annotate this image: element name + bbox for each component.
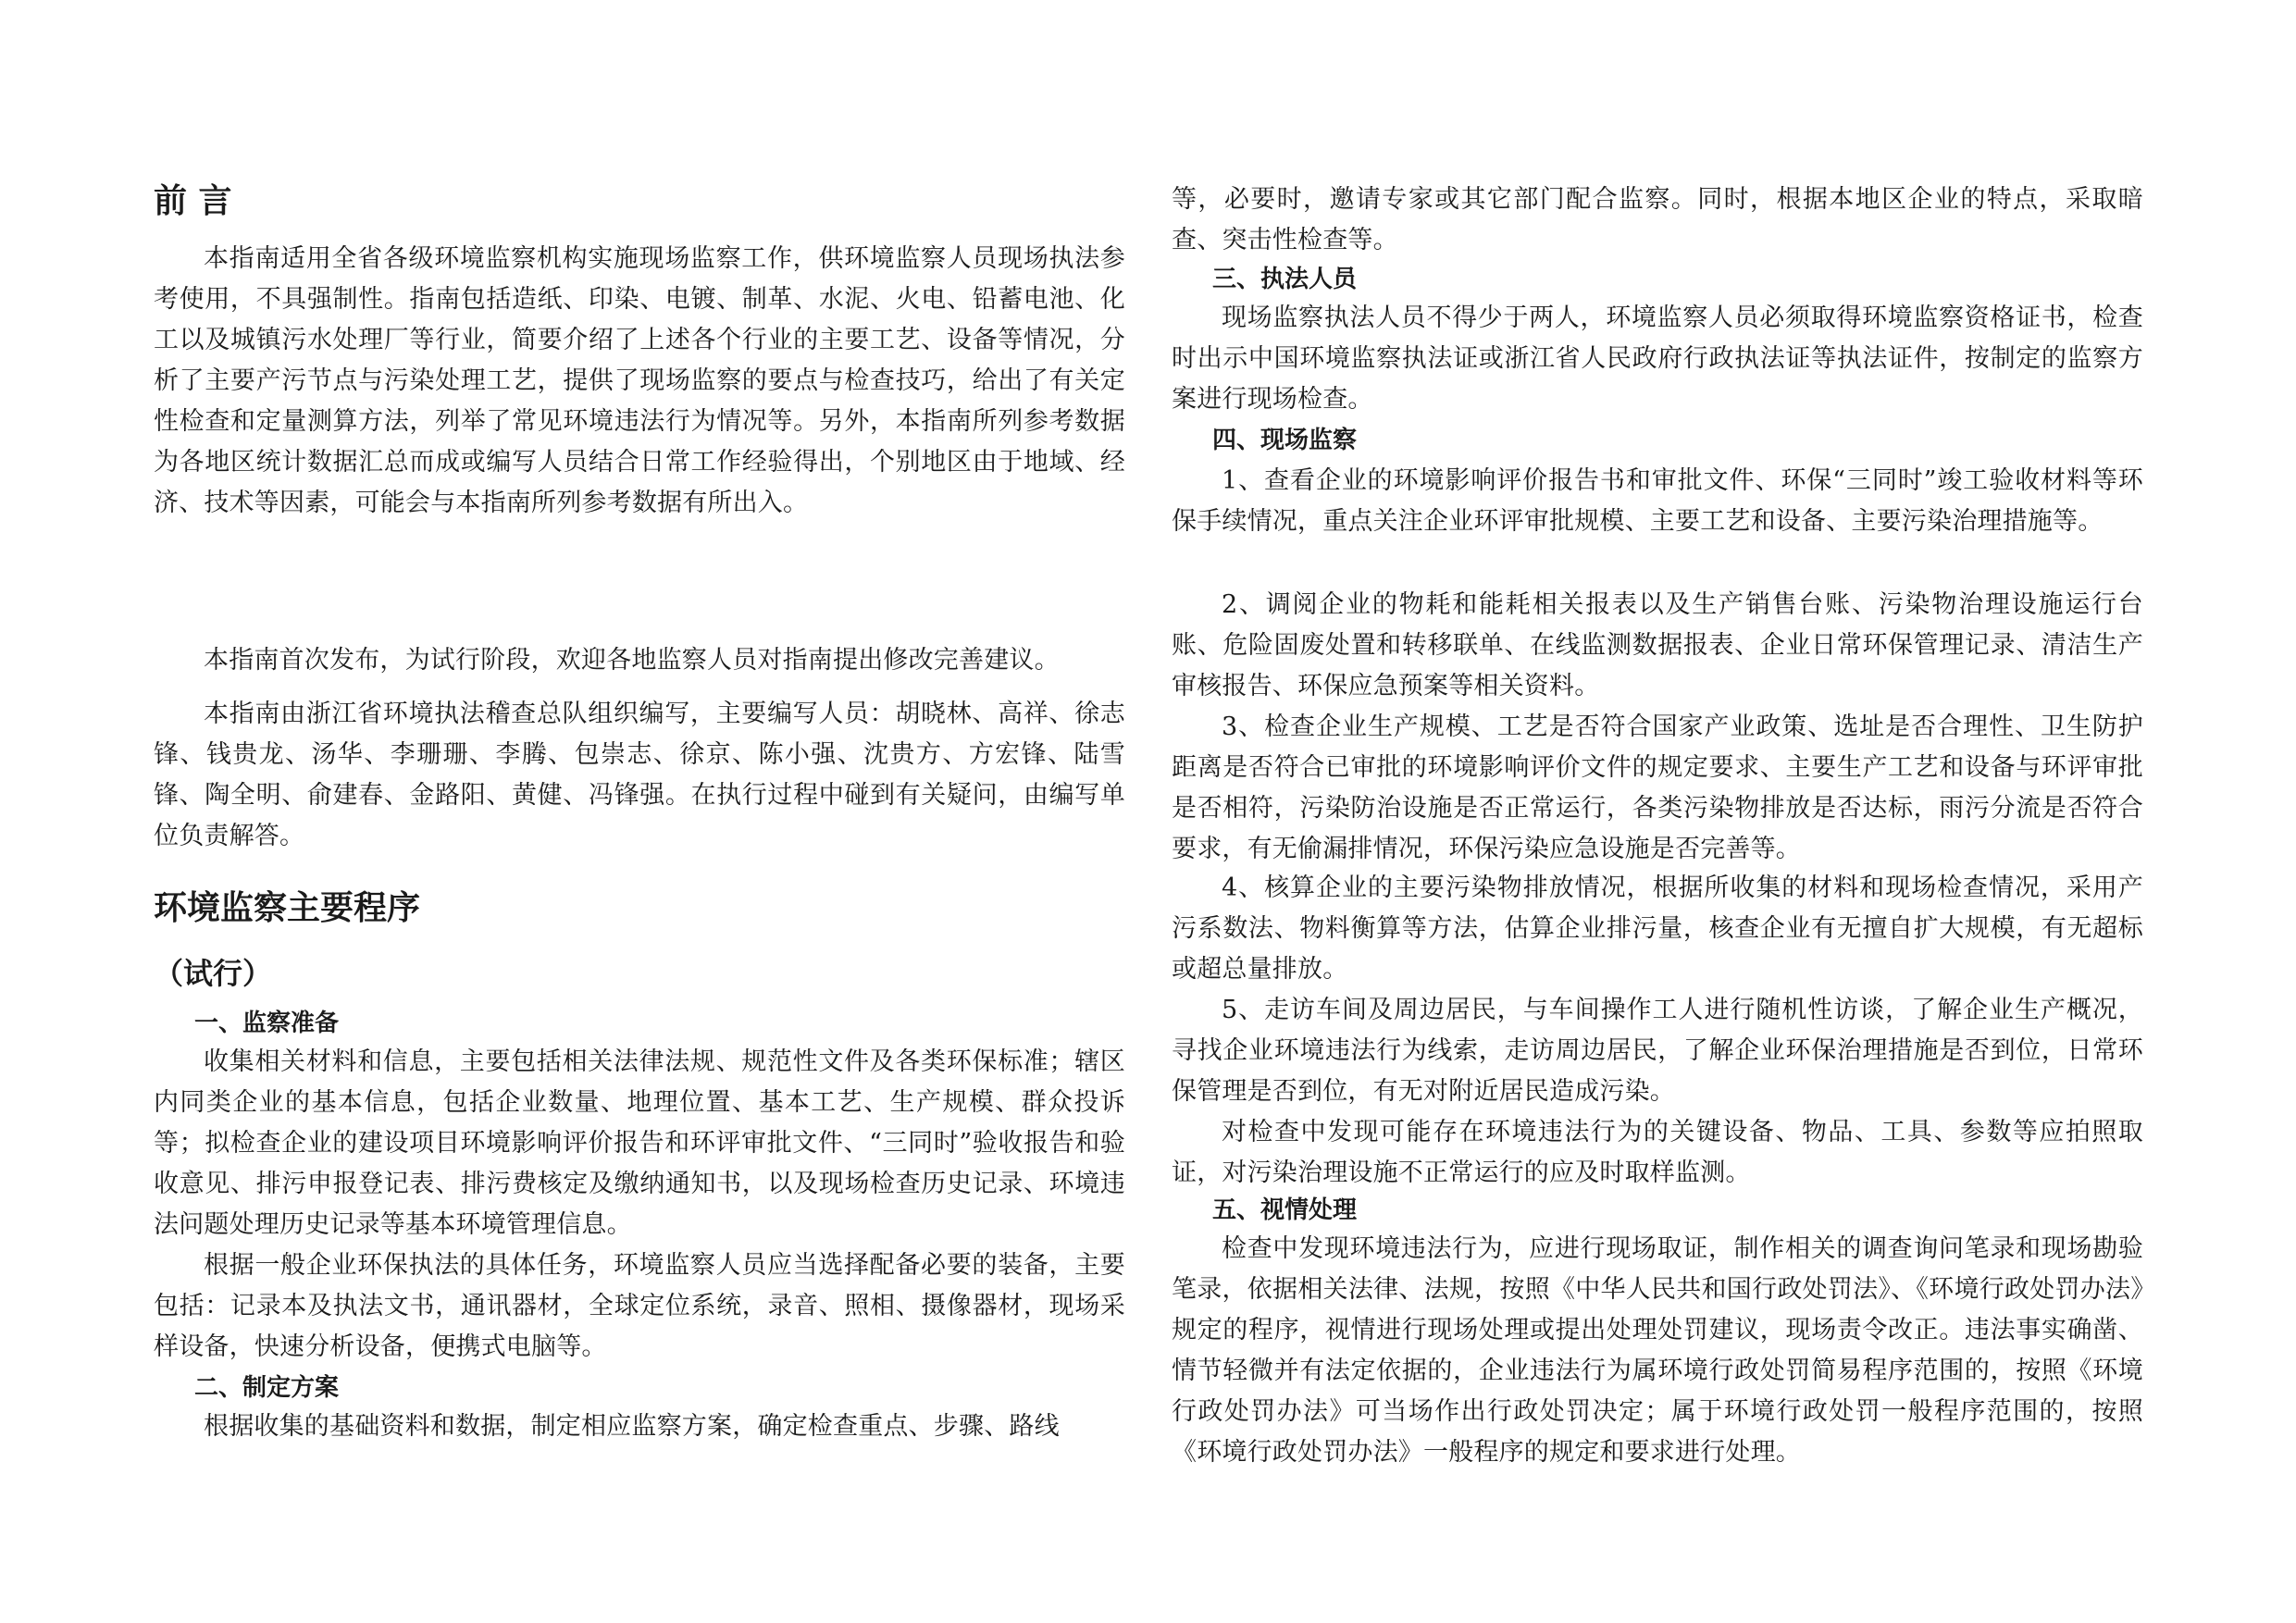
preface-heading: 前 言 <box>154 182 232 220</box>
section-3-paragraph-1: 现场监察执法人员不得少于两人，环境监察人员必须取得环境监察资格证书，检查时出示中国环境监察执法证或浙江省人民政府行政执法证等执法证件，按制定的监察方案进行现场检查。 <box>1172 304 2143 414</box>
preface-paragraph-1: 本指南适用全省各级环境监察机构实施现场监察工作，供环境监察人员现场执法参考使用，不具强制性。指南包括造纸、印染、电镀、制革、水泥、火电、铅蓄电池、化工以及城镇污水处理厂等行业，简要介绍了上述各个行业的主要工艺、设备等情况，分析了主要产污节点与污染处理工艺，提供了现场监察的要点与检查技巧，给出了有关定性检查和定量测算方法，列举了常见环境违法行为情况等。另外，本指南所列参考数据为各地区统计数据汇总而成或编写人员结合日常工作经验得出，个别地区由于地域、经济、技术等因素，可能会与本指南所列参考数据有所出入。 <box>154 244 1125 517</box>
section-1-paragraph-2: 根据一般企业环保执法的具体任务，环境监察人员应当选择配备必要的装备，主要包括：记录本及执法文书，通讯器材，全球定位系统，录音、照相、摄像器材，现场采样设备，快速分析设备，便携式电脑等。 <box>154 1251 1125 1361</box>
section-4-item-1: 1、查看企业的环境影响评价报告书和审批文件、环保“三同时”竣工验收材料等环保手续情况，重点关注企业环评审批规模、主要工艺和设备、主要污染治理措施等。 <box>1172 466 2143 536</box>
preface-paragraph-3: 本指南由浙江省环境执法稽查总队组织编写，主要编写人员：胡晓林、高祥、徐志锋、钱贵龙、汤华、李珊珊、李腾、包崇志、徐京、陈小强、沈贵方、方宏锋、陆雪锋、陶全明、俞建春、金路阳、黄健、冯锋强。在执行过程中碰到有关疑问，由编写单位负责解答。 <box>154 700 1125 850</box>
section-4-item-6: 对检查中发现可能存在环境违法行为的关键设备、物品、工具、参数等应拍照取证，对污染治理设施不正常运行的应及时取样监测。 <box>1172 1118 2143 1187</box>
section-4-item-2: 2、调阅企业的物耗和能耗相关报表以及生产销售台账、污染物治理设施运行台账、危险固废处置和转移联单、在线监测数据报表、企业日常环保管理记录、清洁生产审核报告、环保应急预案等相关资料。 <box>1172 590 2143 700</box>
preface-paragraph-2: 本指南首次发布，为试行阶段，欢迎各地监察人员对指南提出修改完善建议。 <box>204 646 1060 675</box>
section-4-item-3: 3、检查企业生产规模、工艺是否符合国家产业政策、选址是否合理性、卫生防护距离是否符合已审批的环境影响评价文件的规定要求、主要生产工艺和设备与环评审批是否相符，污染防治设施是否正常运行，各类污染物排放是否达标，雨污分流是否符合要求，有无偷漏排情况，环保污染应急设施是否完善等。 <box>1172 712 2143 863</box>
section-4-title: 四、现场监察 <box>1212 427 1358 454</box>
section-5-title: 五、视情处理 <box>1212 1196 1358 1224</box>
section-4-item-4: 4、核算企业的主要污染物排放情况，根据所收集的材料和现场检查情况，采用产污系数法、物料衡算等方法，估算企业排污量，核查企业有无擅自扩大规模，有无超标或超总量排放。 <box>1172 873 2143 984</box>
section-3-title: 三、执法人员 <box>1212 266 1358 293</box>
section-1-title: 一、监察准备 <box>194 1010 340 1037</box>
section-5-paragraph-1: 检查中发现环境违法行为，应进行现场取证，制作相关的调查询问笔录和现场勘验笔录，依据相关法律、法规，按照《中华人民共和国行政处罚法》、《环境行政处罚办法》规定的程序，视情进行现场处理或提出处理处罚建议，现场责令改正。违法事实确凿、情节轻微并有法定依据的，企业违法行为属环境行政处罚简易程序范围的，按照《环境行政处罚办法》可当场作出行政处罚决定；属于环境行政处罚一般程序范围的，按照《环境行政处罚办法》一般程序的规定和要求进行处理。 <box>1172 1234 2143 1467</box>
section-1-paragraph-1: 收集相关材料和信息，主要包括相关法律法规、规范性文件及各类环保标准；辖区内同类企业的基本信息，包括企业数量、地理位置、基本工艺、生产规模、群众投诉等；拟检查企业的建设项目环境影响评价报告和环评审批文件、“三同时”验收报告和验收意见、排污申报登记表、排污费核定及缴纳通知书，以及现场检查历史记录、环境违法问题处理历史记录等基本环境管理信息。 <box>154 1047 1125 1239</box>
section-2-paragraph-1: 根据收集的基础资料和数据，制定相应监察方案，确定检查重点、步骤、路线 <box>204 1412 1060 1441</box>
procedure-heading: 环境监察主要程序 <box>154 889 421 927</box>
section-2-paragraph-1-continued: 等，必要时，邀请专家或其它部门配合监察。同时，根据本地区企业的特点，采取暗查、突击性检查等。 <box>1172 185 2143 254</box>
procedure-subheading: （试行） <box>154 956 273 991</box>
section-2-title: 二、制定方案 <box>194 1374 340 1402</box>
section-4-item-5: 5、走访车间及周边居民，与车间操作工人进行随机性访谈，了解企业生产概况，寻找企业环境违法行为线索，走访周边居民，了解企业环保治理措施是否到位，日常环保管理是否到位，有无对附近居民造成污染。 <box>1172 996 2143 1106</box>
